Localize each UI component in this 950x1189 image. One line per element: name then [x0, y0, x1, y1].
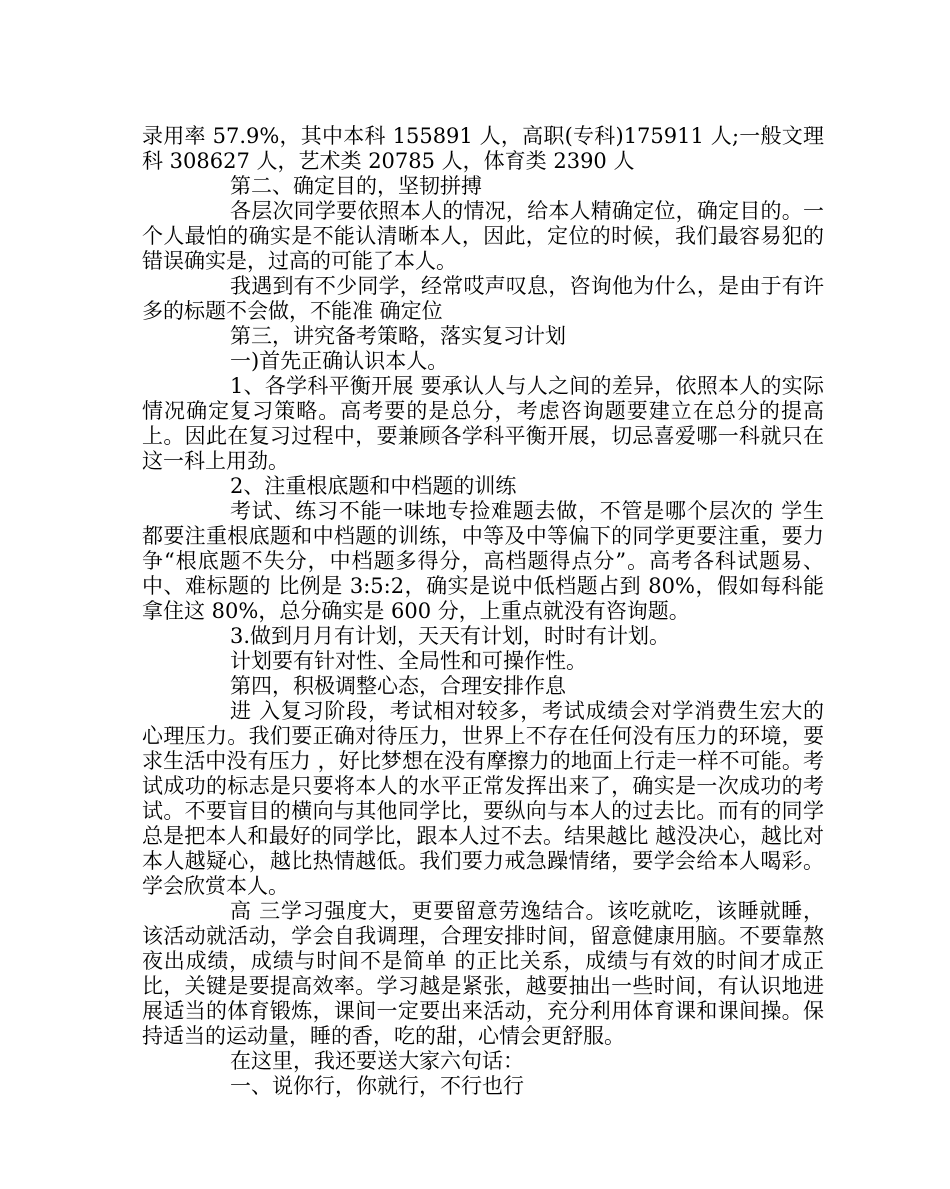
heading-section-three: 第三，讲究备考策略，落实复习计划: [230, 324, 566, 348]
subheading-know-yourself: 一)首先正确认识本人。: [230, 349, 449, 373]
subheading-planning: 3.做到月月有计划，天天有计划，时时有计划。: [230, 624, 671, 648]
heading-section-two: 第二、确定目的，坚韧拼搏: [230, 174, 482, 198]
subheading-basic-questions: 2、注重根底题和中档题的训练: [230, 474, 517, 498]
paragraph-positioning: 各层次同学要依照本人的情况，给本人精确定位，确定目的。一个人最怕的确实是不能认清晰本人，因此，定位的时候，我们最容易犯的错误确实是，过高的可能了本人。: [142, 199, 824, 273]
heading-section-four: 第四，积极调整心态，合理安排作息: [230, 674, 566, 698]
document-body: [142, 124, 824, 1099]
paragraph-balanced-subjects: 1、各学科平衡开展 要承认人与人之间的差异，依照本人的实际情况确定复习策略。高考要的是总分，考虑咨询题要建立在总分的提高上。因此在复习过程中，要兼顾各学科平衡开展，切忌喜爱哪一科就只在这一科上用劲。: [142, 374, 824, 473]
paragraph-work-rest-balance: 高 三学习强度大，更要留意劳逸结合。该吃就吃，该睡就睡，该活动就活动，学会自我调理，合理安排时间，留意健康用脑。不要靠熬夜出成绩，成绩与时间不是简单 的正比关系，成绩与有效的时间才成正比，关键是要提高效率。学习越是紧张，越要抽出一些时间，有认识地进展适当的体育锻炼，课间一定要出来活动，充分利用体育课和课间操。保持适当的运动量，睡的香，吃的甜，心情会更舒服。: [142, 899, 824, 1048]
paragraph-six-sentences-intro: 在这里，我还要送大家六句话：: [230, 1049, 524, 1073]
paragraph-pressure: 进 入复习阶段，考试相对较多，考试成绩会对学消费生宏大的心理压力。我们要正确对待压力，世界上不存在任何没有压力的环境，要求生活中没有压力 ，好比梦想在没有摩擦力的地面上行走一样不可能。考试成功的标志是只要将本人的水平正常发挥出来了，确实是一次成功的考试。不要盲目的横向与其他同学比，要纵向与本人的过去比。而有的同学总是把本人和最好的同学比，跟本人过不去。结果越比 越没决心，越比对本人越疑心，越比热情越低。我们要力戒急躁情绪，要学会给本人喝彩。学会欣赏本人。: [142, 699, 824, 898]
paragraph-sighing-students: 我遇到有不少同学，经常哎声叹息，咨询他为什么，是由于有许多的标题不会做，不能准 确定位: [142, 274, 824, 323]
paragraph-sentence-one: 一、说你行，你就行，不行也行: [230, 1074, 524, 1098]
paragraph-admission-stats: 录用率 57.9%，其中本科 155891 人，高职(专科)175911 人;一般文理科 308627 人，艺术类 20785 人，体育类 2390 人: [142, 124, 824, 173]
paragraph-plan-qualities: 计划要有针对性、全局性和可操作性。: [230, 649, 587, 673]
paragraph-exam-practice: 考试、练习不能一味地专捡难题去做，不管是哪个层次的 学生都要注重根底题和中档题的训练，中等及中等偏下的同学更要注重，要力争“根底题不失分，中档题多得分，高档题得点分”。高考各科试题易、中、难标题的 比例是 3:5:2，确实是说中低档题占到 80%，假如每科能拿住这 80%，总分确实是 600 分，上重点就没有咨询题。: [142, 499, 824, 623]
